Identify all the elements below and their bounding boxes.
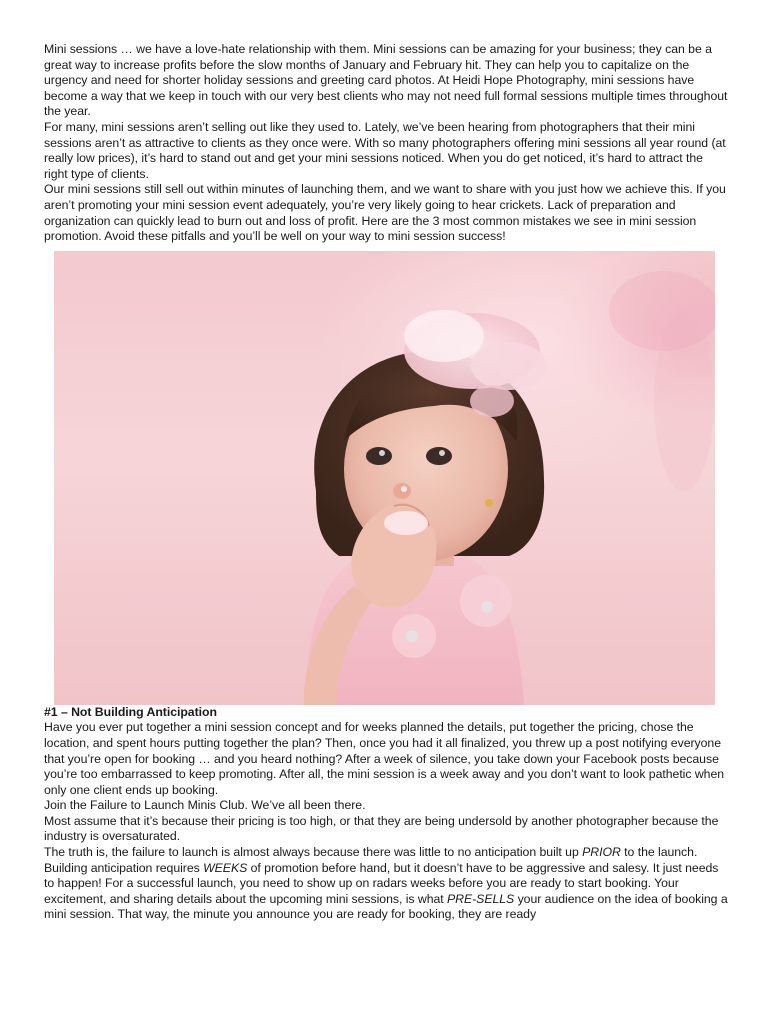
section-paragraph-1: Have you ever put together a mini session concept and for weeks planned the details, put together the pricing, chose the location, and spent hours putting together the plan? Then, once you had it all finalized, you threw up a post notifying everyone that you’re open for booking … and you heard nothing? After a week of silence, you take down your Facebook posts because you’re too embarrassed to keep promoting. After all, the mini session is a week away and you don’t want to look pathetic when only one client ends up booking. <box>44 720 725 797</box>
toddler-cake-smash-photo <box>54 251 715 705</box>
intro-paragraph-3: Our mini sessions still sell out within minutes of launching them, and we want to share with you just how we achieve this. If you aren’t promoting your mini session event adequately, you’re very likely going to hear crickets. Lack of preparation and organization can quickly lead to burn out and loss of profit. Here are the 3 most common mistakes we see in mini session promotion. Avoid these pitfalls and you’ll be well on your way to mini session success! <box>44 182 726 244</box>
text-segment: Building anticipation requires <box>44 860 204 875</box>
text-segment: your audience on the idea of booking a mini session. That way, the minute you announce you are ready for booking, they are ready <box>44 891 728 922</box>
article <box>44 42 728 923</box>
text-segment: of promotion before hand, but it doesn’t have to be aggressive and salesy. It just needs to happen! For a successful launch, you need to show up on radars weeks before you are ready to start booking. Your excitement, and sharing details about the upcoming mini sessions, is what <box>44 860 719 906</box>
section-paragraph-2: Join the Failure to Launch Minis Club. We’ve all been there. <box>44 798 366 813</box>
intro-paragraph-1: Mini sessions … we have a love-hate relationship with them. Mini sessions can be amazing for your business; they can be a great way to increase profits before the slow months of January and February hit. They can help you to capitalize on the urgency and need for shorter holiday sessions and greeting card photos. At Heidi Hope Photography, mini sessions have become a way that we keep in touch with our very best clients who may not need full formal sessions multiple times throughout the year. <box>44 42 728 119</box>
section-paragraph-3: Most assume that it’s because their pricing is too high, or that they are being undersold by another photographer because the industry is oversaturated. <box>44 813 719 844</box>
emphasis-prior: PRIOR <box>582 845 621 860</box>
text-segment: to the launch. <box>620 845 698 860</box>
section-paragraph-5 <box>44 861 728 923</box>
section-heading: #1 – Not Building Anticipation <box>44 704 217 719</box>
emphasis-pre-sells: PRE-SELLS <box>447 891 515 906</box>
emphasis-weeks: WEEKS <box>203 860 248 875</box>
section-paragraph-4 <box>44 845 728 861</box>
intro-paragraph-2: For many, mini sessions aren’t selling out like they used to. Lately, we’ve been hearing from photographers that their mini sessions aren’t as attractive to clients as they once were. With so many photographers offering mini sessions all year round (at really low prices), it’s hard to stand out and get your mini sessions noticed. When you do get noticed, it’s hard to attract the right type of clients. <box>44 119 726 181</box>
text-segment: The truth is, the failure to launch is almost always because there was little to no anticipation built up <box>44 845 583 860</box>
